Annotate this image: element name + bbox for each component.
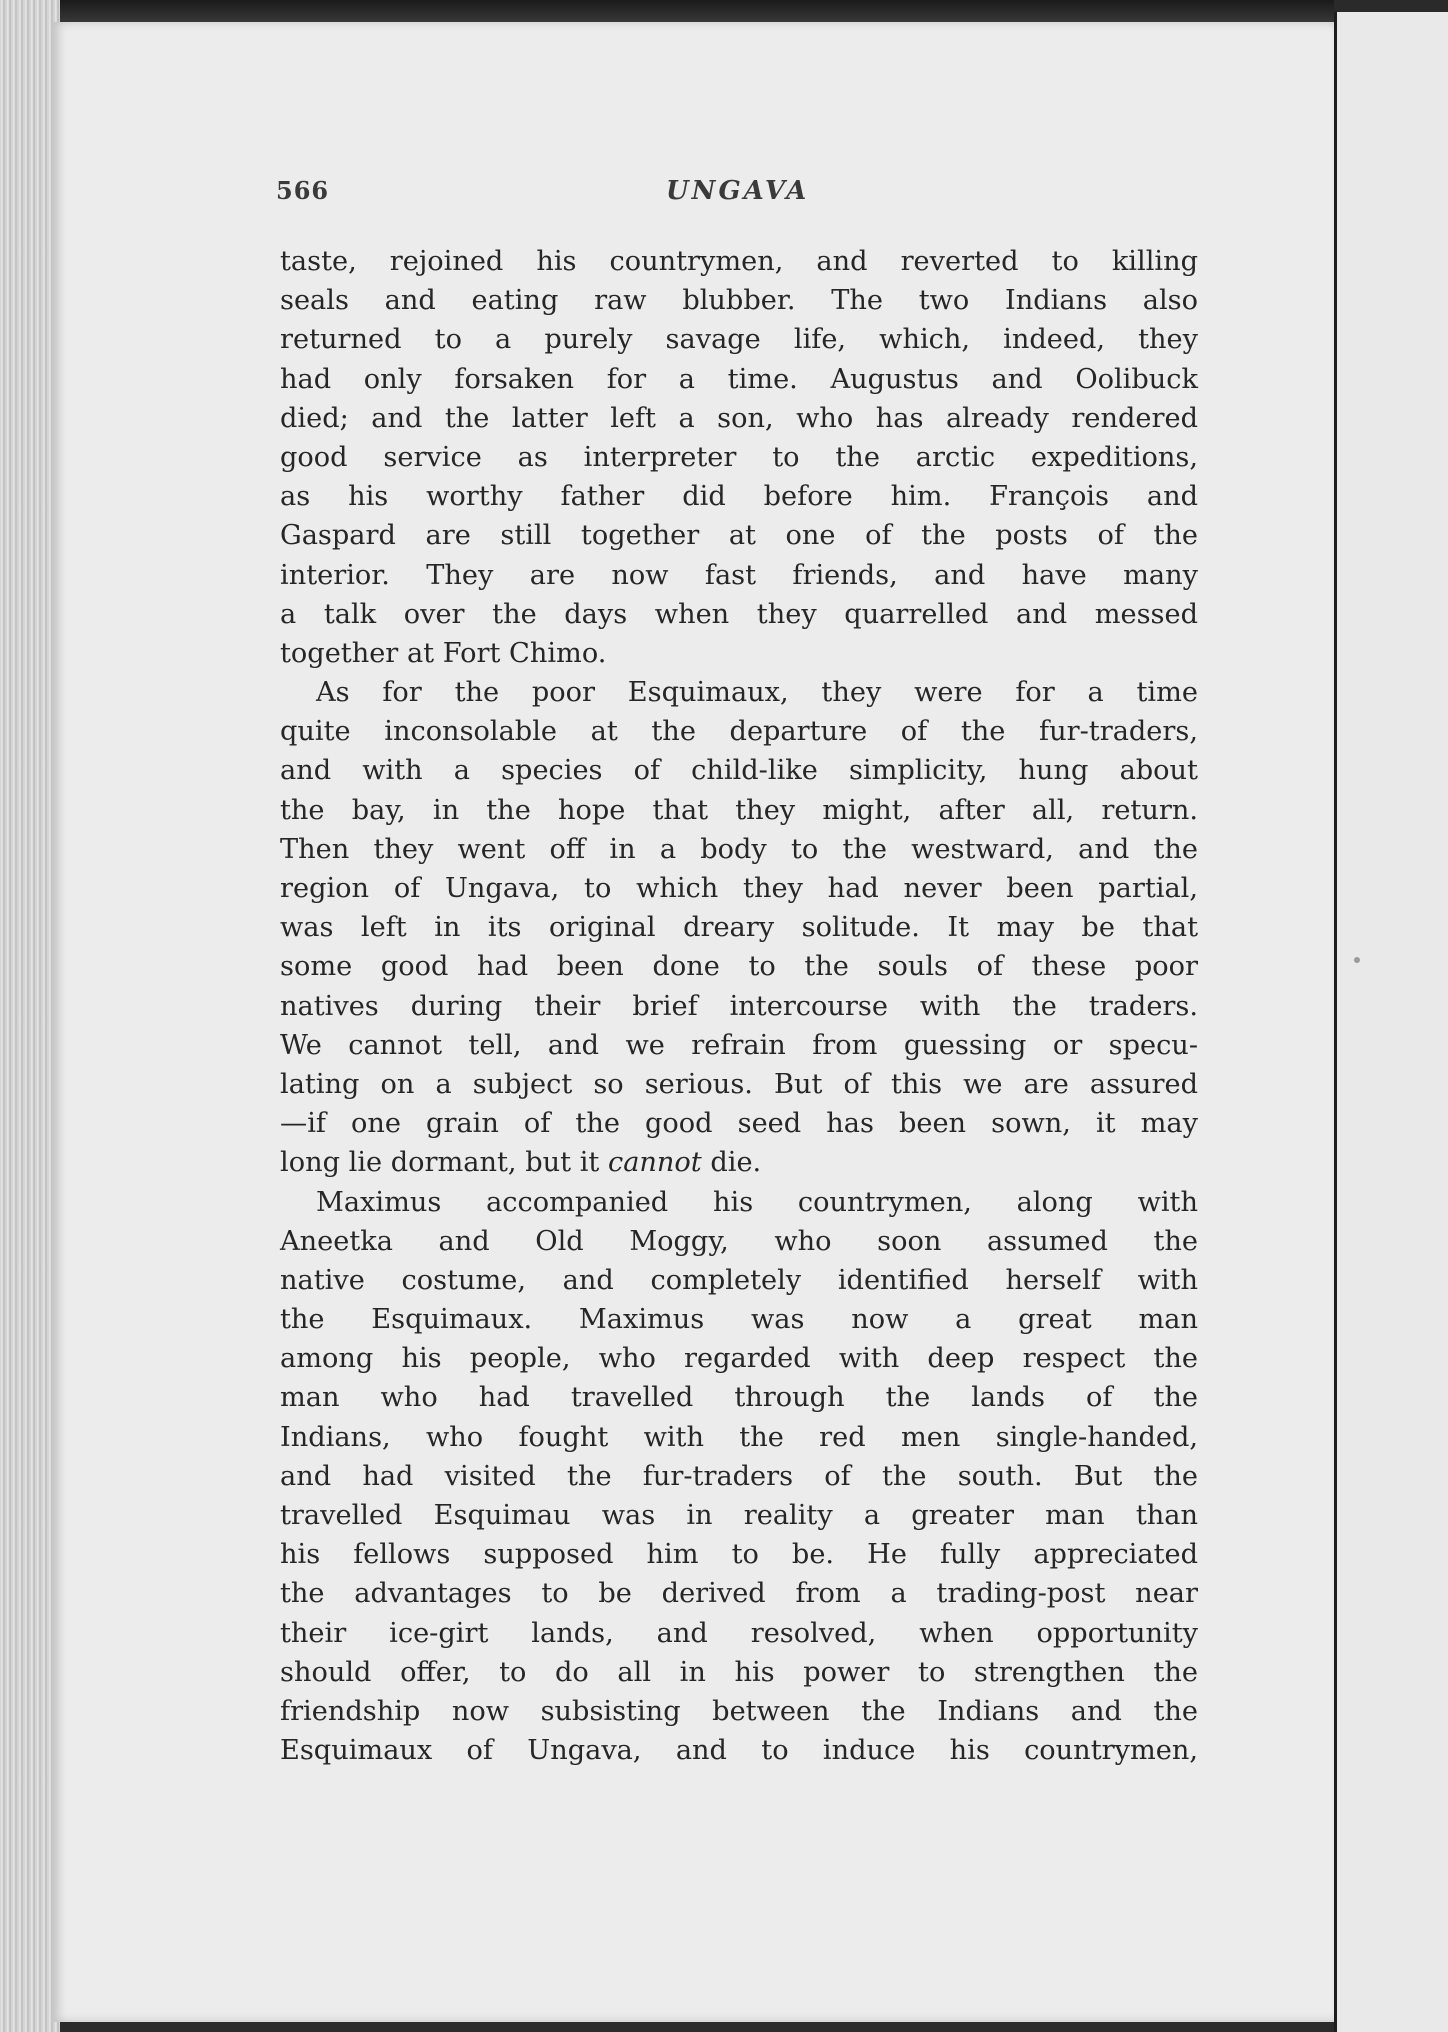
text-line: returned to a purely savage life, which, indeed, they <box>280 324 1198 356</box>
text-line: had only forsaken for a time. Augustus and Oolibuck <box>280 363 1198 395</box>
text-line: —if one grain of the good seed has been sown, it may <box>280 1108 1198 1140</box>
text-line: native costume, and completely identified herself with <box>280 1264 1198 1296</box>
text-line: Gaspard are still together at one of the posts of the <box>280 520 1198 552</box>
page-number: 566 <box>276 176 330 205</box>
text-line: some good had been done to the souls of these poor <box>280 951 1198 983</box>
text-line: and had visited the fur-traders of the south. But the <box>280 1460 1198 1492</box>
running-title: UNGAVA <box>666 176 810 206</box>
facing-page <box>1334 12 1448 2032</box>
text-line: the bay, in the hope that they might, after all, return. <box>280 794 1198 826</box>
page-edge-stack <box>0 0 60 2032</box>
text-line: Aneetka and Old Moggy, who soon assumed the <box>280 1225 1198 1257</box>
text-run: long lie dormant, but it <box>280 1147 608 1179</box>
text-line: friendship now subsisting between the Indians and the <box>280 1695 1198 1727</box>
text-line: and with a species of child-like simplicity, hung about <box>280 755 1198 787</box>
text-line: quite inconsolable at the departure of the fur-traders, <box>280 716 1198 748</box>
text-line: Maximus accompanied his countrymen, along with <box>316 1186 1198 1218</box>
text-line: among his people, who regarded with deep respect the <box>280 1343 1198 1375</box>
text-line: taste, rejoined his countrymen, and reverted to killing <box>280 246 1198 277</box>
text-line: together at Fort Chimo. <box>280 637 607 669</box>
text-line: as his worthy father did before him. François and <box>280 481 1198 513</box>
emphasis-text: cannot <box>607 1147 702 1179</box>
text-line: his fellows supposed him to be. He fully appreciated <box>280 1539 1198 1571</box>
text-line-final <box>280 1143 1198 1182</box>
text-line: region of Ungava, to which they had never been partial, <box>280 873 1198 904</box>
body-text <box>280 242 1198 1770</box>
text-line: good service as interpreter to the arctic expeditions, <box>280 441 1198 473</box>
text-line: the Esquimaux. Maximus was now a great man <box>280 1304 1198 1336</box>
text-line: As for the poor Esquimaux, they were for a time <box>316 677 1198 709</box>
text-line: Then they went off in a body to the westward, and the <box>280 833 1198 865</box>
text-line: was left in its original dreary solitude. It may be that <box>280 912 1198 944</box>
text-line: natives during their brief intercourse with the traders. <box>280 990 1198 1022</box>
text-line: Esquimaux of Ungava, and to induce his countrymen, <box>280 1735 1198 1767</box>
text-line: died; and the latter left a son, who has already rendered <box>280 402 1198 434</box>
text-line: man who had travelled through the lands of the <box>280 1382 1198 1414</box>
text-line: a talk over the days when they quarrelled and messed <box>280 598 1198 630</box>
text-line: We cannot tell, and we refrain from guessing or specu- <box>280 1029 1198 1061</box>
paragraph-3 <box>280 1183 1198 1771</box>
scan-speck <box>1354 957 1360 963</box>
text-line: lating on a subject so serious. But of this we are assured <box>280 1068 1198 1100</box>
text-line: their ice-girt lands, and resolved, when opportunity <box>280 1617 1198 1649</box>
text-line: travelled Esquimau was in reality a greater man than <box>280 1500 1198 1531</box>
text-line: seals and eating raw blubber. The two Indians also <box>280 285 1198 317</box>
text-line: Indians, who fought with the red men single-handed, <box>280 1421 1198 1453</box>
running-head <box>276 176 1196 212</box>
paragraph-2 <box>280 673 1198 1182</box>
text-line: the advantages to be derived from a trading-post near <box>280 1578 1198 1610</box>
text-line: interior. They are now fast friends, and have many <box>280 559 1198 591</box>
text-line: should offer, to do all in his power to strengthen the <box>280 1656 1198 1688</box>
text-run: die. <box>701 1147 762 1179</box>
paragraph-1 <box>280 242 1198 673</box>
